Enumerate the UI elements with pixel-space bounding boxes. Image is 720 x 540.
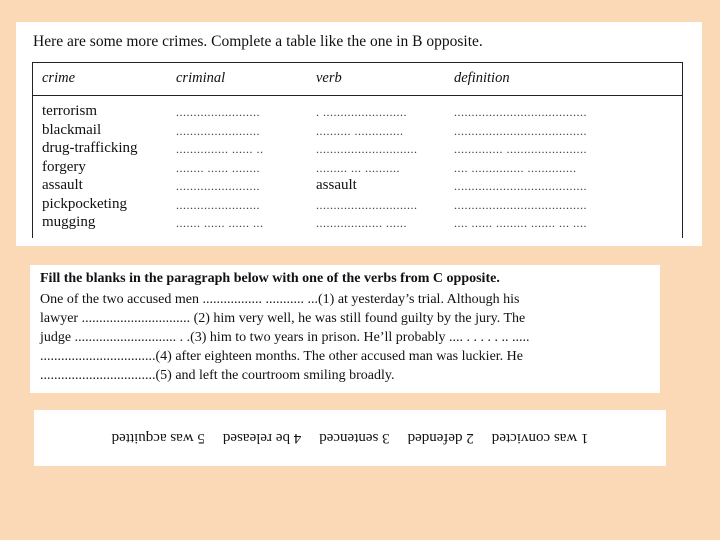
verb-blank: ............................. bbox=[316, 197, 418, 212]
crime-table bbox=[32, 62, 683, 238]
definition-blank: ...................................... bbox=[454, 197, 587, 212]
definition-blank: .............. ....................... bbox=[454, 142, 587, 156]
answer-item: 1 was convicted bbox=[491, 430, 589, 447]
answer-key-panel bbox=[34, 410, 666, 466]
paragraph-line: .................................(4) after eighteen months. The other accused man was luckier. He bbox=[40, 349, 523, 364]
criminal-blank: ............... ...... .. bbox=[176, 142, 264, 156]
table-row bbox=[33, 102, 682, 121]
answer-item: 2 defended bbox=[407, 430, 474, 447]
paragraph-line: .................................(5) and left the courtroom smiling broadly. bbox=[40, 368, 395, 383]
definition-blank: ...................................... bbox=[454, 179, 587, 193]
verb-blank: ......... ... .......... bbox=[316, 160, 400, 175]
crime-cell: pickpocketing bbox=[42, 195, 127, 212]
answer-item: 5 was acquitted bbox=[111, 430, 205, 447]
exercise-d-title: Here are some more crimes. Complete a table like the one in B opposite. bbox=[33, 33, 483, 50]
answer-item: 4 be released bbox=[222, 430, 302, 447]
table-row bbox=[33, 213, 682, 232]
verb-blank: ............................. bbox=[316, 142, 418, 156]
crime-cell: forgery bbox=[42, 158, 86, 175]
table-row bbox=[33, 139, 682, 158]
definition-blank: ...................................... bbox=[454, 123, 587, 138]
verb-blank: . ........................ bbox=[316, 105, 407, 119]
column-header-criminal: criminal bbox=[176, 70, 226, 86]
verb-answer: assault bbox=[316, 177, 357, 193]
table-row bbox=[33, 195, 682, 214]
paragraph-line: One of the two accused men ................. ........... ...(1) at yesterday’s trial. Although his bbox=[40, 292, 520, 307]
exercise-e-title: Fill the blanks in the paragraph below with one of the verbs from C opposite. bbox=[40, 271, 500, 286]
paragraph-line: judge ............................. . .(3) him to two years in prison. He’ll probably .... . . . . . .. ..... bbox=[40, 330, 530, 345]
verb-blank: .......... .............. bbox=[316, 123, 404, 138]
crime-cell: assault bbox=[42, 177, 83, 193]
crime-cell: terrorism bbox=[42, 103, 97, 119]
table-row bbox=[33, 158, 682, 177]
upside-down-answer-key bbox=[34, 410, 666, 466]
table-row bbox=[33, 176, 682, 195]
definition-blank: .... ...... ......... ....... ... .... bbox=[454, 216, 587, 230]
crime-cell: mugging bbox=[42, 214, 96, 230]
crime-cell: blackmail bbox=[42, 121, 102, 138]
answer-item: 3 sentenced bbox=[319, 430, 390, 447]
table-row bbox=[33, 121, 682, 140]
paragraph-line: lawyer ............................... (2) him very well, he was still found guilty by the jury. The bbox=[40, 311, 526, 326]
column-header-definition: definition bbox=[454, 70, 510, 86]
criminal-blank: ........................ bbox=[176, 197, 260, 212]
criminal-blank: ........ ...... ........ bbox=[176, 160, 260, 175]
verb-blank: ................... ...... bbox=[316, 216, 407, 230]
criminal-blank: ........................ bbox=[176, 105, 260, 119]
crime-cell: drug-trafficking bbox=[42, 140, 138, 156]
column-header-crime: crime bbox=[42, 70, 76, 86]
exercise-d-panel bbox=[16, 22, 702, 246]
header-divider bbox=[33, 95, 682, 96]
criminal-blank: ....... ...... ...... ... bbox=[176, 216, 264, 230]
criminal-blank: ........................ bbox=[176, 179, 260, 193]
definition-blank: .... ............... .............. bbox=[454, 160, 577, 175]
definition-blank: ...................................... bbox=[454, 105, 587, 119]
column-header-verb: verb bbox=[316, 70, 342, 86]
exercise-e-panel bbox=[30, 265, 660, 393]
criminal-blank: ........................ bbox=[176, 123, 260, 138]
